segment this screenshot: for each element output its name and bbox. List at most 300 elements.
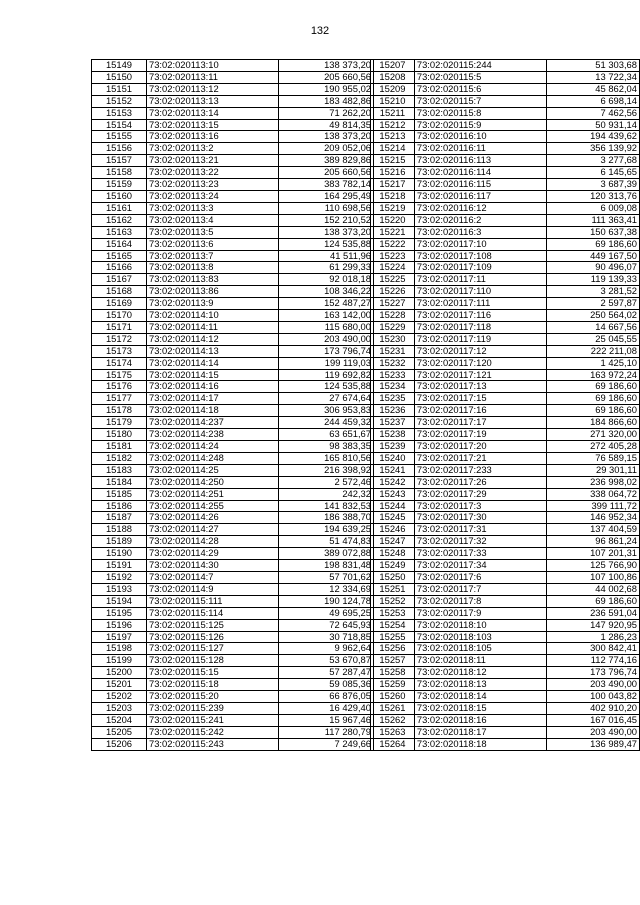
row-number-cell: 15194 <box>92 595 147 607</box>
table-row <box>371 310 640 322</box>
amount-cell: 205 660,56 <box>279 71 374 83</box>
row-number-cell: 15240 <box>371 452 415 464</box>
cadastral-number-cell: 73:02:020117:7 <box>414 583 547 595</box>
table-row <box>92 107 374 119</box>
row-number-cell: 15255 <box>371 631 415 643</box>
row-number-cell: 15156 <box>92 143 147 155</box>
amount-cell: 115 680,00 <box>279 321 374 333</box>
row-number-cell: 15202 <box>92 691 147 703</box>
row-number-cell: 15253 <box>371 607 415 619</box>
amount-cell: 9 962,64 <box>279 643 374 655</box>
table-row <box>92 691 374 703</box>
table-row <box>92 571 374 583</box>
amount-cell: 51 303,68 <box>547 60 640 72</box>
row-number-cell: 15150 <box>92 71 147 83</box>
cadastral-number-cell: 73:02:020117:30 <box>414 512 547 524</box>
table-row <box>371 571 640 583</box>
table-row <box>92 405 374 417</box>
cadastral-number-cell: 73:02:020115:244 <box>414 60 547 72</box>
cadastral-number-cell: 73:02:020117:118 <box>414 321 547 333</box>
cadastral-number-cell: 73:02:020116:12 <box>414 202 547 214</box>
amount-cell: 242,32 <box>279 488 374 500</box>
cadastral-number-cell: 73:02:020113:22 <box>147 167 279 179</box>
table-row <box>92 381 374 393</box>
amount-cell: 29 301,11 <box>547 464 640 476</box>
amount-cell: 111 363,41 <box>547 214 640 226</box>
amount-cell: 30 718,85 <box>279 631 374 643</box>
row-number-cell: 15229 <box>371 321 415 333</box>
cadastral-number-cell: 73:02:020114:24 <box>147 441 279 453</box>
cadastral-number-cell: 73:02:020113:16 <box>147 131 279 143</box>
amount-cell: 383 782,14 <box>279 179 374 191</box>
row-number-cell: 15197 <box>92 631 147 643</box>
table-row <box>92 190 374 202</box>
amount-cell: 165 810,56 <box>279 452 374 464</box>
table-row <box>371 691 640 703</box>
cadastral-number-cell: 73:02:020114:238 <box>147 429 279 441</box>
table-row <box>371 119 640 131</box>
cadastral-number-cell: 73:02:020113:7 <box>147 250 279 262</box>
cadastral-number-cell: 73:02:020117:9 <box>414 607 547 619</box>
cadastral-number-cell: 73:02:020113:6 <box>147 238 279 250</box>
row-number-cell: 15218 <box>371 190 415 202</box>
row-number-cell: 15233 <box>371 369 415 381</box>
cadastral-number-cell: 73:02:020117:11 <box>414 274 547 286</box>
row-number-cell: 15164 <box>92 238 147 250</box>
row-number-cell: 15183 <box>92 464 147 476</box>
table-row <box>92 548 374 560</box>
amount-cell: 2 597,87 <box>547 298 640 310</box>
row-number-cell: 15244 <box>371 500 415 512</box>
amount-cell: 389 829,86 <box>279 155 374 167</box>
table-row <box>92 429 374 441</box>
table-row <box>92 167 374 179</box>
cadastral-number-cell: 73:02:020117:109 <box>414 262 547 274</box>
cadastral-number-cell: 73:02:020117:121 <box>414 369 547 381</box>
table-row <box>92 607 374 619</box>
amount-cell: 203 490,00 <box>547 726 640 738</box>
row-number-cell: 15169 <box>92 298 147 310</box>
table-row <box>92 71 374 83</box>
cadastral-number-cell: 73:02:020117:33 <box>414 548 547 560</box>
row-number-cell: 15160 <box>92 190 147 202</box>
row-number-cell: 15203 <box>92 702 147 714</box>
row-number-cell: 15263 <box>371 726 415 738</box>
table-row <box>92 202 374 214</box>
cadastral-number-cell: 73:02:020113:21 <box>147 155 279 167</box>
amount-cell: 49 814,35 <box>279 119 374 131</box>
row-number-cell: 15168 <box>92 286 147 298</box>
table-row <box>371 702 640 714</box>
cadastral-number-cell: 73:02:020113:24 <box>147 190 279 202</box>
amount-cell: 236 998,02 <box>547 476 640 488</box>
amount-cell: 190 124,78 <box>279 595 374 607</box>
row-number-cell: 15211 <box>371 107 415 119</box>
table-row <box>371 619 640 631</box>
table-row <box>371 369 640 381</box>
cadastral-number-cell: 73:02:020115:7 <box>414 95 547 107</box>
cadastral-number-cell: 73:02:020113:5 <box>147 226 279 238</box>
cadastral-number-cell: 73:02:020117:116 <box>414 310 547 322</box>
table-row <box>371 631 640 643</box>
cadastral-number-cell: 73:02:020118:105 <box>414 643 547 655</box>
row-number-cell: 15247 <box>371 536 415 548</box>
table-row <box>371 190 640 202</box>
cadastral-number-cell: 73:02:020117:20 <box>414 441 547 453</box>
amount-cell: 57 287,47 <box>279 667 374 679</box>
amount-cell: 3 687,39 <box>547 179 640 191</box>
table-row <box>92 667 374 679</box>
amount-cell: 69 186,60 <box>547 393 640 405</box>
table-row <box>92 155 374 167</box>
cadastral-number-cell: 73:02:020118:103 <box>414 631 547 643</box>
amount-cell: 69 186,60 <box>547 405 640 417</box>
table-row <box>371 417 640 429</box>
cadastral-number-cell: 73:02:020113:83 <box>147 274 279 286</box>
amount-cell: 6 009,08 <box>547 202 640 214</box>
row-number-cell: 15165 <box>92 250 147 262</box>
row-number-cell: 15206 <box>92 738 147 750</box>
page-number: 132 <box>310 25 330 37</box>
table-row <box>371 179 640 191</box>
row-number-cell: 15198 <box>92 643 147 655</box>
table-row <box>371 238 640 250</box>
table-row <box>371 500 640 512</box>
cadastral-number-cell: 73:02:020114:10 <box>147 310 279 322</box>
cadastral-number-cell: 73:02:020117:19 <box>414 429 547 441</box>
table-row <box>371 250 640 262</box>
amount-cell: 2 572,46 <box>279 476 374 488</box>
row-number-cell: 15210 <box>371 95 415 107</box>
amount-cell: 194 639,25 <box>279 524 374 536</box>
amount-cell: 138 373,20 <box>279 131 374 143</box>
cadastral-number-cell: 73:02:020113:12 <box>147 83 279 95</box>
amount-cell: 163 142,00 <box>279 310 374 322</box>
row-number-cell: 15208 <box>371 71 415 83</box>
amount-cell: 124 535,88 <box>279 381 374 393</box>
row-number-cell: 15231 <box>371 345 415 357</box>
table-row <box>371 95 640 107</box>
amount-cell: 45 862,04 <box>547 83 640 95</box>
table-row <box>371 488 640 500</box>
amount-cell: 69 186,60 <box>547 238 640 250</box>
cadastral-number-cell: 73:02:020117:16 <box>414 405 547 417</box>
row-number-cell: 15185 <box>92 488 147 500</box>
table-row <box>371 143 640 155</box>
row-number-cell: 15163 <box>92 226 147 238</box>
cadastral-number-cell: 73:02:020117:111 <box>414 298 547 310</box>
row-number-cell: 15246 <box>371 524 415 536</box>
amount-cell: 194 439,62 <box>547 131 640 143</box>
table-row <box>371 381 640 393</box>
row-number-cell: 15242 <box>371 476 415 488</box>
row-number-cell: 15243 <box>371 488 415 500</box>
table-row <box>371 667 640 679</box>
row-number-cell: 15184 <box>92 476 147 488</box>
cadastral-number-cell: 73:02:020117:120 <box>414 357 547 369</box>
cadastral-number-cell: 73:02:020115:125 <box>147 619 279 631</box>
amount-cell: 190 955,02 <box>279 83 374 95</box>
amount-cell: 216 398,92 <box>279 464 374 476</box>
table-row <box>371 333 640 345</box>
cadastral-number-cell: 73:02:020116:11 <box>414 143 547 155</box>
row-number-cell: 15190 <box>92 548 147 560</box>
cadastral-number-cell: 73:02:020117:17 <box>414 417 547 429</box>
cadastral-number-cell: 73:02:020115:9 <box>414 119 547 131</box>
table-row <box>371 71 640 83</box>
amount-cell: 69 186,60 <box>547 595 640 607</box>
cadastral-number-cell: 73:02:020115:128 <box>147 655 279 667</box>
row-number-cell: 15230 <box>371 333 415 345</box>
amount-cell: 186 388,70 <box>279 512 374 524</box>
amount-cell: 137 404,59 <box>547 524 640 536</box>
row-number-cell: 15256 <box>371 643 415 655</box>
table-row <box>92 655 374 667</box>
amount-cell: 250 564,02 <box>547 310 640 322</box>
table-row <box>371 452 640 464</box>
table-row <box>92 238 374 250</box>
cadastral-number-cell: 73:02:020113:11 <box>147 71 279 83</box>
table-row <box>92 214 374 226</box>
amount-cell: 92 018,18 <box>279 274 374 286</box>
row-number-cell: 15158 <box>92 167 147 179</box>
cadastral-number-cell: 73:02:020115:6 <box>414 83 547 95</box>
row-number-cell: 15249 <box>371 560 415 572</box>
cadastral-number-cell: 73:02:020118:12 <box>414 667 547 679</box>
amount-cell: 399 111,72 <box>547 500 640 512</box>
table-row <box>92 333 374 345</box>
table-row <box>92 310 374 322</box>
cadastral-number-cell: 73:02:020114:15 <box>147 369 279 381</box>
amount-cell: 136 989,47 <box>547 738 640 750</box>
row-number-cell: 15264 <box>371 738 415 750</box>
row-number-cell: 15260 <box>371 691 415 703</box>
table-row <box>371 321 640 333</box>
amount-cell: 61 299,33 <box>279 262 374 274</box>
table-row <box>92 560 374 572</box>
cadastral-number-cell: 73:02:020115:15 <box>147 667 279 679</box>
row-number-cell: 15238 <box>371 429 415 441</box>
row-number-cell: 15180 <box>92 429 147 441</box>
table-row <box>92 500 374 512</box>
table-row <box>371 131 640 143</box>
table-row <box>371 512 640 524</box>
row-number-cell: 15188 <box>92 524 147 536</box>
amount-cell: 59 085,36 <box>279 679 374 691</box>
cadastral-number-cell: 73:02:020113:8 <box>147 262 279 274</box>
amount-cell: 98 383,35 <box>279 441 374 453</box>
amount-cell: 199 119,03 <box>279 357 374 369</box>
amount-cell: 76 589,15 <box>547 452 640 464</box>
table-row <box>371 548 640 560</box>
cadastral-number-cell: 73:02:020116:115 <box>414 179 547 191</box>
table-row <box>92 298 374 310</box>
cadastral-number-cell: 73:02:020114:14 <box>147 357 279 369</box>
cadastral-number-cell: 73:02:020117:26 <box>414 476 547 488</box>
row-number-cell: 15167 <box>92 274 147 286</box>
amount-cell: 152 210,52 <box>279 214 374 226</box>
row-number-cell: 15179 <box>92 417 147 429</box>
table-row <box>371 214 640 226</box>
table-row <box>371 274 640 286</box>
cadastral-number-cell: 73:02:020115:8 <box>414 107 547 119</box>
cadastral-number-cell: 73:02:020114:18 <box>147 405 279 417</box>
row-number-cell: 15251 <box>371 583 415 595</box>
row-number-cell: 15216 <box>371 167 415 179</box>
row-number-cell: 15222 <box>371 238 415 250</box>
table-row <box>371 655 640 667</box>
amount-cell: 7 462,56 <box>547 107 640 119</box>
table-row <box>92 583 374 595</box>
table-row <box>371 738 640 750</box>
row-number-cell: 15159 <box>92 179 147 191</box>
amount-cell: 120 313,76 <box>547 190 640 202</box>
table-row <box>371 405 640 417</box>
cadastral-number-cell: 73:02:020114:13 <box>147 345 279 357</box>
amount-cell: 222 211,08 <box>547 345 640 357</box>
table-row <box>92 595 374 607</box>
table-row <box>371 107 640 119</box>
cadastral-number-cell: 73:02:020118:18 <box>414 738 547 750</box>
amount-cell: 138 373,20 <box>279 60 374 72</box>
row-number-cell: 15152 <box>92 95 147 107</box>
amount-cell: 119 692,82 <box>279 369 374 381</box>
amount-cell: 13 722,34 <box>547 71 640 83</box>
cadastral-number-cell: 73:02:020114:248 <box>147 452 279 464</box>
row-number-cell: 15213 <box>371 131 415 143</box>
table-row <box>371 595 640 607</box>
cadastral-number-cell: 73:02:020115:114 <box>147 607 279 619</box>
cadastral-number-cell: 73:02:020117:13 <box>414 381 547 393</box>
row-number-cell: 15174 <box>92 357 147 369</box>
table-row <box>92 452 374 464</box>
cadastral-number-cell: 73:02:020114:7 <box>147 571 279 583</box>
cadastral-number-cell: 73:02:020115:18 <box>147 679 279 691</box>
cadastral-number-cell: 73:02:020116:10 <box>414 131 547 143</box>
amount-cell: 63 651,67 <box>279 429 374 441</box>
cadastral-number-cell: 73:02:020118:13 <box>414 679 547 691</box>
cadastral-number-cell: 73:02:020114:16 <box>147 381 279 393</box>
row-number-cell: 15155 <box>92 131 147 143</box>
cadastral-number-cell: 73:02:020114:11 <box>147 321 279 333</box>
table-row <box>371 464 640 476</box>
cadastral-number-cell: 73:02:020114:250 <box>147 476 279 488</box>
amount-cell: 205 660,56 <box>279 167 374 179</box>
row-number-cell: 15154 <box>92 119 147 131</box>
table-row <box>92 702 374 714</box>
table-row <box>371 83 640 95</box>
table-row <box>92 643 374 655</box>
table-row <box>92 321 374 333</box>
amount-cell: 402 910,20 <box>547 702 640 714</box>
amount-cell: 184 866,60 <box>547 417 640 429</box>
table-row <box>371 714 640 726</box>
amount-cell: 90 496,07 <box>547 262 640 274</box>
row-number-cell: 15239 <box>371 441 415 453</box>
cadastral-number-cell: 73:02:020118:11 <box>414 655 547 667</box>
cadastral-number-cell: 73:02:020113:86 <box>147 286 279 298</box>
cadastral-number-cell: 73:02:020114:28 <box>147 536 279 548</box>
table-row <box>371 345 640 357</box>
amount-cell: 117 280,79 <box>279 726 374 738</box>
row-number-cell: 15205 <box>92 726 147 738</box>
cadastral-number-cell: 73:02:020114:237 <box>147 417 279 429</box>
row-number-cell: 15259 <box>371 679 415 691</box>
row-number-cell: 15196 <box>92 619 147 631</box>
cadastral-number-cell: 73:02:020115:111 <box>147 595 279 607</box>
row-number-cell: 15234 <box>371 381 415 393</box>
cadastral-number-cell: 73:02:020117:34 <box>414 560 547 572</box>
amount-cell: 244 459,32 <box>279 417 374 429</box>
row-number-cell: 15201 <box>92 679 147 691</box>
amount-cell: 71 262,20 <box>279 107 374 119</box>
cadastral-number-cell: 73:02:020118:14 <box>414 691 547 703</box>
cadastral-number-cell: 73:02:020117:108 <box>414 250 547 262</box>
cadastral-number-cell: 73:02:020117:15 <box>414 393 547 405</box>
cadastral-number-cell: 73:02:020115:126 <box>147 631 279 643</box>
row-number-cell: 15177 <box>92 393 147 405</box>
amount-cell: 141 832,53 <box>279 500 374 512</box>
amount-cell: 3 281,52 <box>547 286 640 298</box>
table-row <box>92 631 374 643</box>
amount-cell: 57 701,62 <box>279 571 374 583</box>
table-row <box>92 512 374 524</box>
row-number-cell: 15212 <box>371 119 415 131</box>
amount-cell: 236 591,04 <box>547 607 640 619</box>
cadastral-number-cell: 73:02:020117:8 <box>414 595 547 607</box>
amount-cell: 167 016,45 <box>547 714 640 726</box>
table-row <box>371 524 640 536</box>
table-row <box>92 738 374 750</box>
row-number-cell: 15207 <box>371 60 415 72</box>
cadastral-number-cell: 73:02:020117:21 <box>414 452 547 464</box>
cadastral-number-cell: 73:02:020116:117 <box>414 190 547 202</box>
table-row <box>371 726 640 738</box>
row-number-cell: 15254 <box>371 619 415 631</box>
amount-cell: 41 511,96 <box>279 250 374 262</box>
row-number-cell: 15182 <box>92 452 147 464</box>
row-number-cell: 15172 <box>92 333 147 345</box>
amount-cell: 1 425,10 <box>547 357 640 369</box>
amount-cell: 44 002,68 <box>547 583 640 595</box>
cadastral-number-cell: 73:02:020114:25 <box>147 464 279 476</box>
amount-cell: 69 186,60 <box>547 381 640 393</box>
row-number-cell: 15258 <box>371 667 415 679</box>
amount-cell: 12 334,69 <box>279 583 374 595</box>
cadastral-number-cell: 73:02:020117:29 <box>414 488 547 500</box>
cadastral-number-cell: 73:02:020115:5 <box>414 71 547 83</box>
cadastral-number-cell: 73:02:020118:17 <box>414 726 547 738</box>
amount-cell: 125 766,90 <box>547 560 640 572</box>
cadastral-number-cell: 73:02:020115:127 <box>147 643 279 655</box>
row-number-cell: 15149 <box>92 60 147 72</box>
cadastral-number-cell: 73:02:020117:6 <box>414 571 547 583</box>
cadastral-number-cell: 73:02:020114:27 <box>147 524 279 536</box>
row-number-cell: 15219 <box>371 202 415 214</box>
amount-cell: 27 674,64 <box>279 393 374 405</box>
table-row <box>371 357 640 369</box>
table-row <box>92 726 374 738</box>
amount-cell: 112 774,16 <box>547 655 640 667</box>
table-row <box>371 441 640 453</box>
cadastral-number-cell: 73:02:020115:20 <box>147 691 279 703</box>
table-row <box>92 83 374 95</box>
amount-cell: 107 100,86 <box>547 571 640 583</box>
table-row <box>92 179 374 191</box>
table-row <box>92 714 374 726</box>
amount-cell: 66 876,05 <box>279 691 374 703</box>
amount-cell: 72 645,93 <box>279 619 374 631</box>
